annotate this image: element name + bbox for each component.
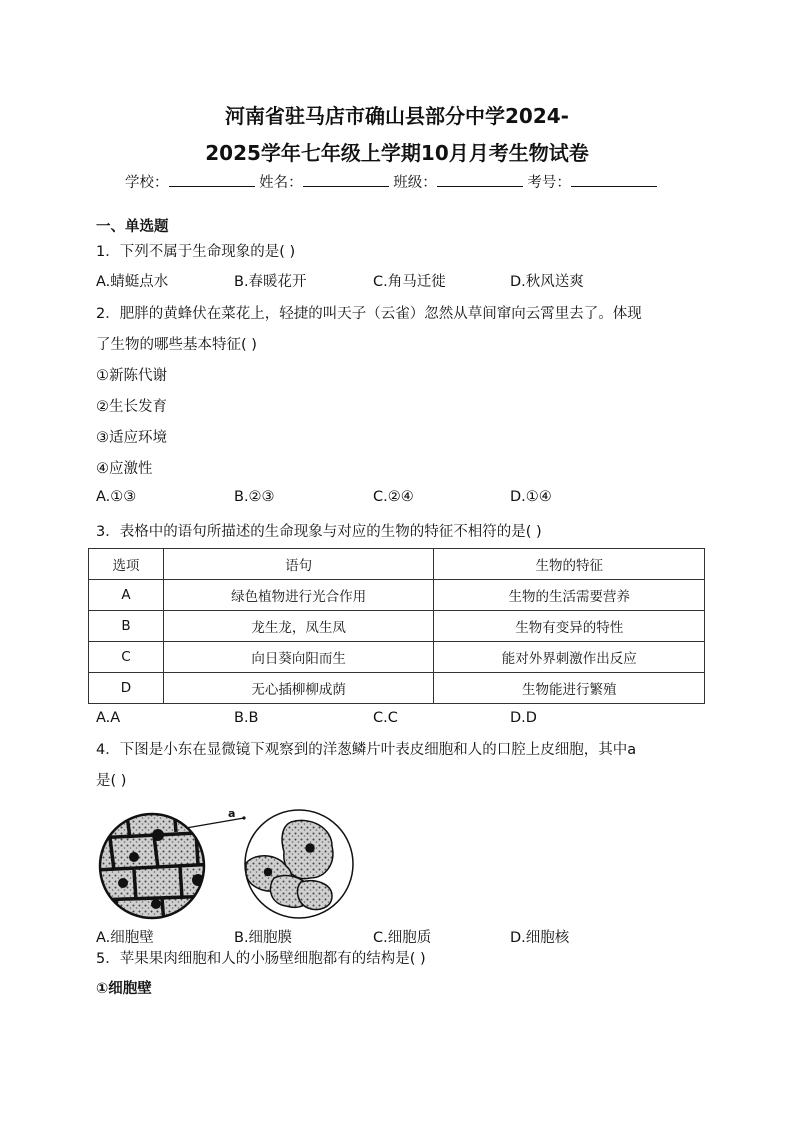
q2-option-a[interactable]: A.①③ [96,489,137,505]
q3-option-b[interactable]: B.B [234,710,259,726]
q2-option-d[interactable]: D.①④ [510,489,552,505]
table-cell: 龙生龙，凤生凤 [163,611,434,642]
table-row [89,642,705,673]
table-row [89,580,705,611]
class-blank[interactable] [437,172,523,187]
q4-option-a[interactable]: A.细胞壁 [96,930,154,946]
title-line-1: 河南省驻马店市确山县部分中学2024- [225,104,569,128]
table-header-cell: 生物的特征 [434,549,705,580]
student-info-line [125,171,657,192]
table-header-row [89,549,705,580]
cheek-epithelial-cells [246,820,333,909]
table-cell: 向日葵向阳而生 [163,642,434,673]
q4-option-d[interactable]: D.细胞核 [510,930,570,946]
section-heading: 一、单选题 [96,219,169,235]
table-cell: A [89,580,164,611]
q5-stem: 5．苹果果肉细胞和人的小肠壁细胞都有的结构是( ) [96,951,426,967]
q3-option-a[interactable]: A.A [96,710,121,726]
table-cell: B [89,611,164,642]
q3-stem: 3．表格中的语句所描述的生命现象与对应的生物的特征不相符的是( ) [96,524,542,540]
school-blank[interactable] [169,172,255,187]
q4-option-c[interactable]: C.细胞质 [373,930,432,946]
q5-item-1: ①细胞壁 [96,981,152,997]
figure-label-a: a [228,808,236,820]
q3-table [88,548,705,704]
table-cell: 生物能进行繁殖 [434,673,705,704]
number-label: 考号： [527,175,571,191]
q3-option-d[interactable]: D.D [510,710,537,726]
table-cell: D [89,673,164,704]
q4-stem-line-1: 4．下图是小东在显微镜下观察到的洋葱鳞片叶表皮细胞和人的口腔上皮细胞，其中a [96,742,637,758]
microscope-cells-figure [96,808,356,924]
q3-option-c[interactable]: C.C [373,710,398,726]
school-label: 学校： [125,175,169,191]
q4-option-b[interactable]: B.细胞膜 [234,930,293,946]
q1-option-b[interactable]: B.春暖花开 [234,274,307,290]
class-label: 班级： [393,175,437,191]
q1-stem: 1．下列不属于生命现象的是( ) [96,244,296,260]
name-label: 姓名： [259,175,303,191]
name-blank[interactable] [303,172,389,187]
table-row [89,611,705,642]
q2-item-3: ③适应环境 [96,430,167,446]
q1-option-c[interactable]: C.角马迁徙 [373,274,446,290]
q1-option-d[interactable]: D.秋风送爽 [510,274,584,290]
table-cell: C [89,642,164,673]
number-blank[interactable] [571,172,657,187]
table-cell: 无心插柳柳成荫 [163,673,434,704]
table-cell: 能对外界刺激作出反应 [434,642,705,673]
q1-option-a[interactable]: A.蜻蜓点水 [96,274,169,290]
q4-stem-line-2: 是( ) [96,773,127,789]
title-line-2: 2025学年七年级上学期10月月考生物试卷 [205,141,589,165]
table-header-cell: 语句 [163,549,434,580]
table-cell: 生物有变异的特性 [434,611,705,642]
q2-item-2: ②生长发育 [96,399,167,415]
q2-item-1: ①新陈代谢 [96,368,167,384]
q2-item-4: ④应激性 [96,461,153,477]
table-cell: 绿色植物进行光合作用 [163,580,434,611]
q2-stem-line-2: 了生物的哪些基本特征( ) [96,337,257,353]
table-row [89,673,705,704]
q2-stem-line-1: 2．肥胖的黄蜂伏在菜花上，轻捷的叫天子（云雀）忽然从草间窜向云霄里去了。体现 [96,306,642,322]
table-cell: 生物的生活需要营养 [434,580,705,611]
q2-option-b[interactable]: B.②③ [234,489,275,505]
q2-option-c[interactable]: C.②④ [373,489,414,505]
table-header-cell: 选项 [89,549,164,580]
